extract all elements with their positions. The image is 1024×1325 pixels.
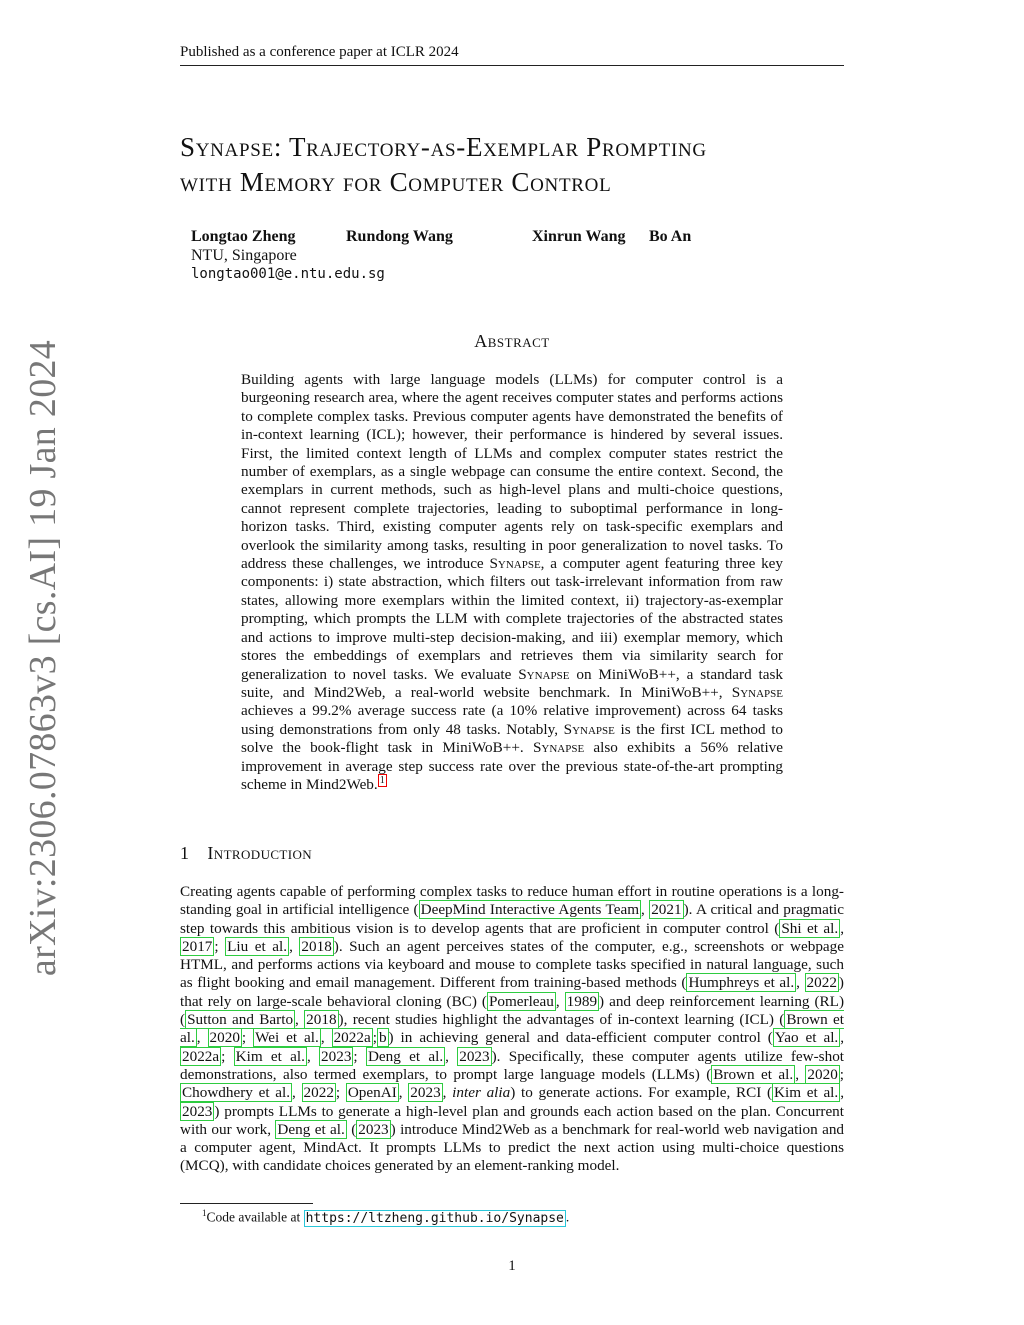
system-name: Synapse [532,739,585,757]
citation-link[interactable]: Deng et al. [277,1120,345,1138]
body-text: ) and deep reinforcement learning (RL) ( [180,992,845,1029]
arxiv-id: arXiv:2306.07863v3 [cs.AI] 19 Jan 2024 [22,339,64,977]
body-text: Creating agents capable of performing complex tasks to reduce human effort in routine operations is a long-standing goal in artificial intelligence ( [180,883,844,919]
body-text: , [292,1084,302,1102]
citation-link[interactable]: DeepMind Interactive Agents Team [420,901,640,919]
affiliation: NTU, Singapore [191,247,297,264]
body-text: ; [335,1084,346,1102]
citation-link[interactable]: Shi et al. [781,919,839,937]
body-text: ) prompts LLMs to generate a high-level plan and grounds each action based on the plan. Concurrent with our work, [180,1102,844,1138]
body-text: , [796,974,805,992]
body-text: , [641,901,650,919]
body-text: ) to generate actions. For example, RCI ( [510,1084,773,1102]
body-text: ; [214,937,226,955]
citation-link[interactable]: 2020 [209,1029,240,1047]
citation-link[interactable]: Kim et al. [774,1084,839,1102]
body-text: , [289,937,300,955]
footnote-link[interactable]: 1 [379,774,385,786]
title-line-2: with Memory for Computer Control [180,167,612,197]
footnote-rule [180,1203,313,1204]
system-name: Synapse [518,665,570,683]
body-text: , [398,1084,409,1102]
citation-link[interactable]: 2018 [301,937,332,955]
citation-link[interactable]: Pomerleau [488,992,554,1010]
body-text: ( [346,1120,357,1138]
citation-link[interactable]: Sutton and Barto [187,1011,294,1029]
author-block [191,227,691,284]
abstract-text: , a computer agent featuring three key components: i) state abstraction, which filters out task-irrelevant information from raw states, allowing more exemplars within the limited context, ii) trajectory-as-exemplar prompting, which prompts the LLM with complete trajectories of the abstracted states and actions to improve multi-step decision-making, and iii) exemplar memory, which stores the embeddings of exemplars and retrieves them via similarity search for generalization to novel tasks. We evaluate [241,555,783,683]
system-name: Synapse [489,555,541,573]
emphasis-text: inter alia [452,1084,511,1102]
citation-link[interactable]: Brown et al. [180,1011,844,1047]
citation-link[interactable]: 2021 [651,901,682,919]
author-name: Rundong Wang [346,228,453,245]
abstract-text: Building agents with large language models (LLMs) for computer control is a burgeoning research area, where the agent receives computer states and performs actions to complete complex tasks. Previous computer agents have demonstrated the benefits of in-context learning (ICL); however, their performance is hindered by several issues. First, the limited context length of LLMs and complex computer states restrict the number of exemplars, as a single webpage can consume the entire context. Second, the exemplars in current methods, such as high-level plans and multi-choice questions, cannot represent complete trajectories, leading to suboptimal performance in long-horizon tasks. Third, existing computer agents rely on task-specific exemplars and overlook the similarity among tasks, resulting in poor generalization to novel tasks. To address these challenges, we introduce [241,371,783,573]
body-text: , [442,1084,453,1102]
paper-title [180,130,850,200]
abstract-heading: Abstract [474,331,550,351]
citation-link[interactable]: 2023 [321,1047,352,1065]
section-heading-introduction [180,843,312,864]
citation-link[interactable]: 2022a [333,1029,371,1047]
body-text: ) introduce Mind2Web as a benchmark for real-world web navigation and a computer agent, MindAct. It prompts LLMs to predict the next action using multi-choice questions (MCQ), with candidate choices generated by an element-ranking model. [180,1120,845,1175]
citation-link[interactable]: Brown et al. [713,1065,794,1083]
citation-link[interactable]: 2020 [807,1065,838,1083]
body-text: ; [839,1065,845,1083]
author-name: Longtao Zheng [191,228,296,245]
body-text: , [840,1029,845,1047]
body-text: ). Such an agent perceives states of the computer, e.g., screenshots or webpage HTML, and performs actions via keyboard and mouse to complete tasks specified in natural language, such as flight booking and email management. Different from training-based methods ( [180,937,844,992]
citation-link[interactable]: 2022 [303,1084,334,1102]
abstract-text: achieves a 99.2% average success rate (a 10% relative improvement) across 64 tasks using demonstrations from only 48 tasks. Notably, [241,702,783,738]
citation-link[interactable]: 2022 [806,974,837,992]
body-text: , [445,1047,458,1065]
body-text: ). Specifically, these computer agents utilize few-shot demonstrations, also termed exemplars, to prompt large language models (LLMs) ( [180,1047,845,1083]
system-name: Synapse [563,720,615,738]
body-text: , [295,1011,305,1029]
citation-link[interactable]: OpenAI [347,1084,397,1102]
author-name: Xinrun Wang [532,228,626,245]
footnote-mark: 1 [202,1208,207,1218]
body-text: , [196,1029,208,1047]
citation-link[interactable]: Kim et al. [235,1047,305,1065]
citation-link[interactable]: 2023 [358,1120,389,1138]
body-text: ; [221,1047,234,1065]
citation-link[interactable]: Wei et al. [255,1029,319,1047]
title-line-1: Synapse: Trajectory-as-Exemplar Prompting [180,132,707,162]
abstract-text: is the first ICL method to solve the book-flight task in MiniWoB++. [241,720,784,757]
citation-link[interactable]: Chowdhery et al. [182,1084,291,1102]
footnote-end: . [565,1209,570,1225]
body-text: ; [372,1029,377,1047]
body-text: , [555,992,565,1010]
system-name: Synapse [731,683,784,701]
author-names [191,227,691,246]
code-url-link[interactable]: https://ltzheng.github.io/Synapse [305,1210,564,1226]
author-email: longtao001@e.ntu.edu.sg [191,266,385,282]
citation-link[interactable]: b [378,1029,387,1047]
citation-link[interactable]: Humphreys et al. [688,974,795,992]
citation-link[interactable]: 2023 [410,1084,441,1102]
body-text: , [320,1029,332,1047]
introduction-paragraph [180,883,844,1176]
body-text: ) that rely on large-scale behavioral cloning (BC) ( [180,974,844,1010]
body-text: ; [353,1047,366,1065]
body-text: ; [241,1029,254,1047]
body-text: ) in achieving general and data-efficient computer control ( [388,1029,773,1047]
citation-link[interactable]: 2023 [459,1047,490,1065]
body-text: , [840,1084,844,1102]
citation-link[interactable]: 2022a [182,1047,220,1065]
citation-link[interactable]: 2023 [182,1102,213,1120]
body-text: ), recent studies highlight the advantages of in-context learning (ICL) ( [338,1011,785,1029]
section-title: Introduction [207,843,313,863]
citation-link[interactable]: Liu et al. [227,937,288,955]
body-text: , [840,919,844,937]
citation-link[interactable]: 1989 [566,992,598,1010]
section-number: 1 [180,843,190,863]
body-text: , [795,1065,806,1083]
abstract-text: also exhibits a 56% relative improvement in average step success rate over the previous state-of-the-art prompting scheme in Mind2Web. [241,739,784,793]
footnote-text: Code available at [206,1209,304,1225]
author-name: Bo An [649,228,692,245]
citation-link[interactable]: 2018 [306,1011,337,1029]
citation-link[interactable]: Deng et al. [367,1047,444,1065]
footnote [202,1208,569,1226]
abstract-text: on MiniWoB++, a standard task suite, and Mind2Web, a real-world website benchmark. In MiniWoB++, [241,665,784,701]
running-header: Published as a conference paper at ICLR 2024 [180,44,844,66]
body-text: ). A critical and pragmatic step towards this ambitious vision is to develop agents that are proficient in computer control ( [180,901,845,937]
citation-link[interactable]: Yao et al. [774,1029,839,1047]
citation-link[interactable]: 2017 [182,937,213,955]
page-number: 1 [508,1258,516,1274]
body-text: , [306,1047,320,1065]
abstract-body [241,371,783,794]
